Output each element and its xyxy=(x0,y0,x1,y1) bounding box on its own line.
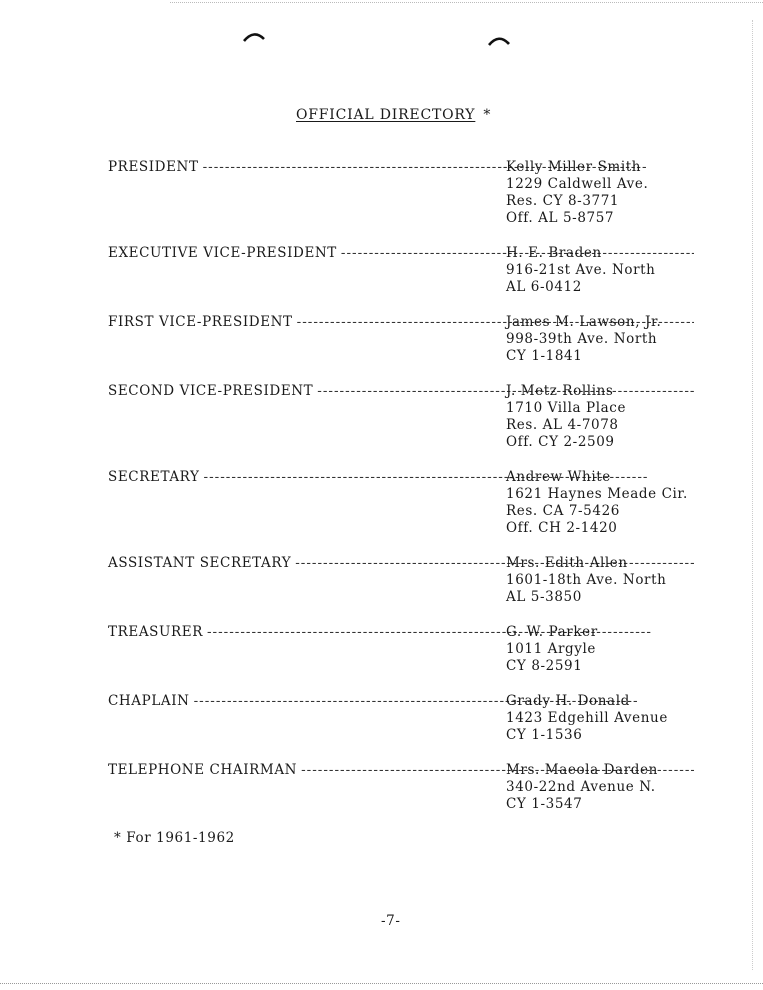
contact-name: Grady H. Donald xyxy=(506,693,630,709)
title-asterisk: * xyxy=(483,107,492,123)
office-title: SECOND VICE-PRESIDENT xyxy=(108,383,314,399)
office-title: TREASURER xyxy=(108,624,203,640)
footnote: * For 1961-1962 xyxy=(114,830,235,846)
office-title: ASSISTANT SECRETARY xyxy=(108,555,292,571)
contact-name: Kelly Miller Smith xyxy=(506,159,642,175)
dot-leader xyxy=(207,624,694,641)
contact-name: Mrs. Edith Allen xyxy=(506,555,628,571)
contact-phone: Off. AL 5-8757 xyxy=(506,210,615,226)
directory-entry xyxy=(108,762,698,812)
directory-entry xyxy=(108,555,698,605)
contact-block xyxy=(506,159,648,227)
contact-phone: CY 1-3547 xyxy=(506,796,583,812)
punch-hole-mark-right xyxy=(487,34,511,48)
office-title: FIRST VICE-PRESIDENT xyxy=(108,314,293,330)
contact-phone: CY 1-1536 xyxy=(506,727,583,743)
contact-name: G. W. Parker xyxy=(506,624,598,640)
contact-address: 1011 Argyle xyxy=(506,641,597,657)
contact-name: H. E. Braden xyxy=(506,245,602,261)
contact-phone: CY 8-2591 xyxy=(506,658,583,674)
directory-entry xyxy=(108,159,698,226)
contact-address: 340-22nd Avenue N. xyxy=(506,779,656,795)
directory-entry xyxy=(108,314,698,364)
right-edge-line xyxy=(752,20,753,970)
directory-entry xyxy=(108,383,698,450)
contact-phone: Res. AL 4-7078 xyxy=(506,417,619,433)
directory-entry xyxy=(108,245,698,295)
contact-block xyxy=(506,555,666,606)
contact-phone: Res. CY 8-3771 xyxy=(506,193,620,209)
contact-name: Andrew White xyxy=(506,469,611,485)
top-edge-line xyxy=(170,2,763,3)
contact-block xyxy=(506,314,661,365)
contact-block xyxy=(506,762,658,813)
office-title: EXECUTIVE VICE-PRESIDENT xyxy=(108,245,337,261)
contact-name: James M. Lawson, Jr. xyxy=(506,314,662,330)
directory-entry xyxy=(108,469,698,536)
contact-address: 1710 Villa Place xyxy=(506,400,627,416)
bottom-edge-line xyxy=(0,983,763,984)
page-number: -7- xyxy=(381,913,401,929)
contact-address: 1229 Caldwell Ave. xyxy=(506,176,649,192)
page-title xyxy=(296,107,491,123)
contact-address: 1621 Haynes Meade Cir. xyxy=(506,486,688,502)
contact-phone: AL 6-0412 xyxy=(506,279,582,295)
contact-name: J. Metz Rollins xyxy=(506,383,614,399)
title-text: OFFICIAL DIRECTORY xyxy=(296,107,476,123)
office-title: PRESIDENT xyxy=(108,159,199,175)
contact-block xyxy=(506,624,598,675)
office-title: CHAPLAIN xyxy=(108,693,190,709)
contact-block xyxy=(506,469,688,537)
directory-entry xyxy=(108,693,698,743)
contact-block xyxy=(506,693,668,744)
contact-phone: AL 5-3850 xyxy=(506,589,582,605)
office-title: SECRETARY xyxy=(108,469,200,485)
contact-address: 998-39th Ave. North xyxy=(506,331,658,347)
contact-phone: Res. CA 7-5426 xyxy=(506,503,620,519)
directory-entry xyxy=(108,624,698,674)
contact-address: 1601-18th Ave. North xyxy=(506,572,667,588)
contact-phone: CY 1-1841 xyxy=(506,348,583,364)
contact-block xyxy=(506,245,655,296)
contact-address: 916-21st Ave. North xyxy=(506,262,656,278)
punch-hole-mark-left xyxy=(242,30,266,44)
contact-name: Mrs. Maeola Darden xyxy=(506,762,658,778)
contact-address: 1423 Edgehill Avenue xyxy=(506,710,668,726)
contact-phone: Off. CY 2-2509 xyxy=(506,434,615,450)
office-title: TELEPHONE CHAIRMAN xyxy=(108,762,298,778)
contact-phone: Off. CH 2-1420 xyxy=(506,520,618,536)
contact-block xyxy=(506,383,626,451)
